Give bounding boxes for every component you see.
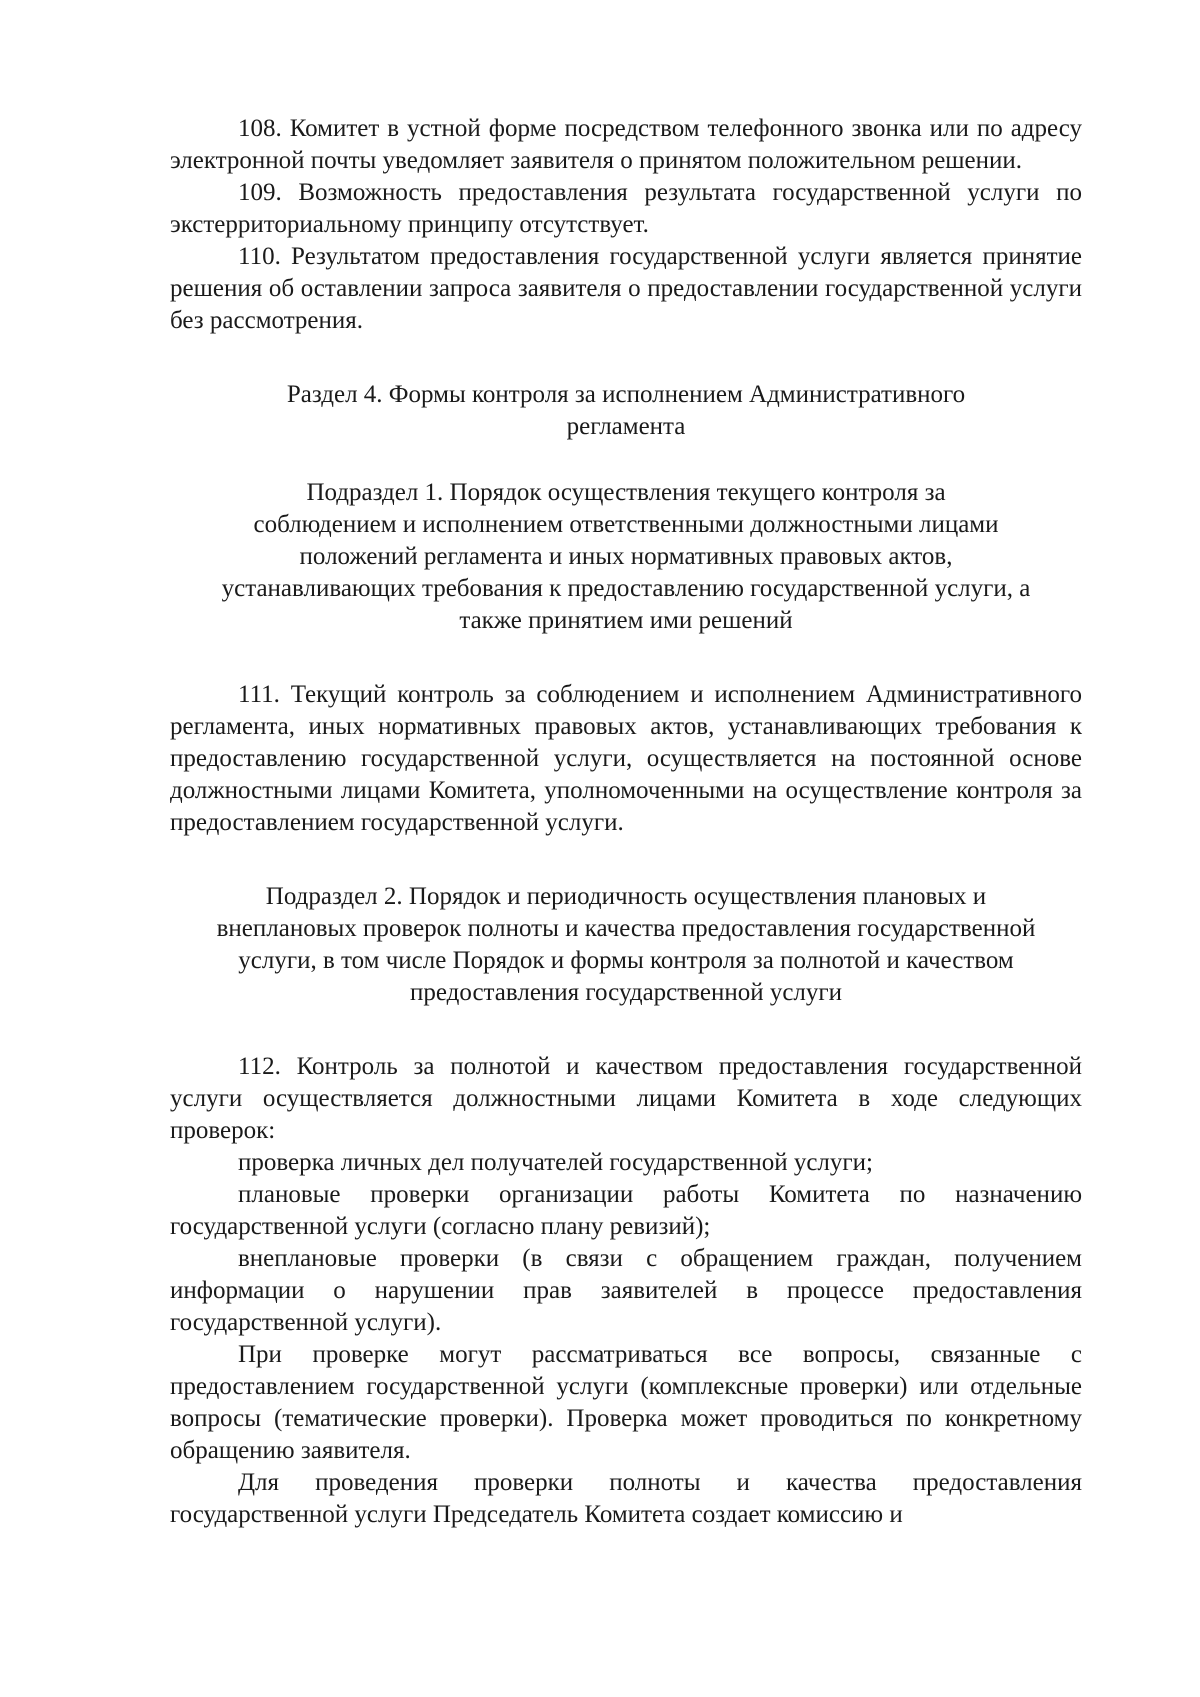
heading-line: регламента	[566, 413, 686, 440]
paragraph-111: 111. Текущий контроль за соблюдением и исполнением Административного регламента, иных нормативных правовых актов, устанавливающих требования к предоставлению государственной услуги, осуществляется на постоянной основе должностными лицами Комитета, уполномоченными на осуществление контроля за предоставлением государственной услуги.	[170, 681, 1082, 836]
heading-line: Подраздел 1. Порядок осуществления текущего контроля за	[306, 479, 946, 506]
section-4-heading	[170, 379, 1082, 443]
list-item-personal-files-check: проверка личных дел получателей государственной услуги;	[238, 1149, 873, 1176]
subsection-2-heading	[170, 881, 1082, 1009]
heading-line: устанавливающих требования к предоставлению государственной услуги, а	[221, 575, 1031, 602]
heading-line: соблюдением и исполнением ответственными должностными лицами	[253, 511, 999, 538]
paragraph-108: 108. Комитет в устной форме посредством телефонного звонка или по адресу электронной почты уведомляет заявителя о принятом положительном решении.	[170, 115, 1082, 174]
heading-line: Подраздел 2. Порядок и периодичность осуществления плановых и	[265, 883, 987, 910]
paragraph-109: 109. Возможность предоставления результата государственной услуги по экстерриториальному принципу отсутствует.	[170, 179, 1082, 238]
heading-line: также принятием ими решений	[459, 607, 793, 634]
heading-line: внеплановых проверок полноты и качества предоставления государственной	[216, 915, 1036, 942]
heading-line: положений регламента и иных нормативных правовых актов,	[299, 543, 953, 570]
list-item-planned-checks: плановые проверки организации работы Комитета по назначению государственной услуги (согласно плану ревизий);	[170, 1181, 1082, 1240]
heading-line: предоставления государственной услуги	[409, 979, 843, 1006]
subsection-1-heading	[170, 477, 1082, 637]
paragraph-commission: Для проведения проверки полноты и качества предоставления государственной услуги Председатель Комитета создает комиссию и	[170, 1469, 1082, 1528]
paragraph-inspection-scope: При проверке могут рассматриваться все вопросы, связанные с предоставлением государственной услуги (комплексные проверки) или отдельные вопросы (тематические проверки). Проверка может проводиться по конкретному обращению заявителя.	[170, 1341, 1082, 1464]
paragraph-112: 112. Контроль за полнотой и качеством предоставления государственной услуги осуществляется должностными лицами Комитета в ходе следующих проверок:	[170, 1053, 1082, 1144]
heading-line: Раздел 4. Формы контроля за исполнением Административного	[286, 381, 966, 408]
heading-line: услуги, в том числе Порядок и формы контроля за полнотой и качеством	[238, 947, 1014, 974]
list-item-unscheduled-checks: внеплановые проверки (в связи с обращением граждан, получением информации о нарушении прав заявителей в процессе предоставления государственной услуги).	[170, 1245, 1082, 1336]
paragraph-110: 110. Результатом предоставления государственной услуги является принятие решения об оставлении запроса заявителя о предоставлении государственной услуги без рассмотрения.	[170, 243, 1082, 334]
